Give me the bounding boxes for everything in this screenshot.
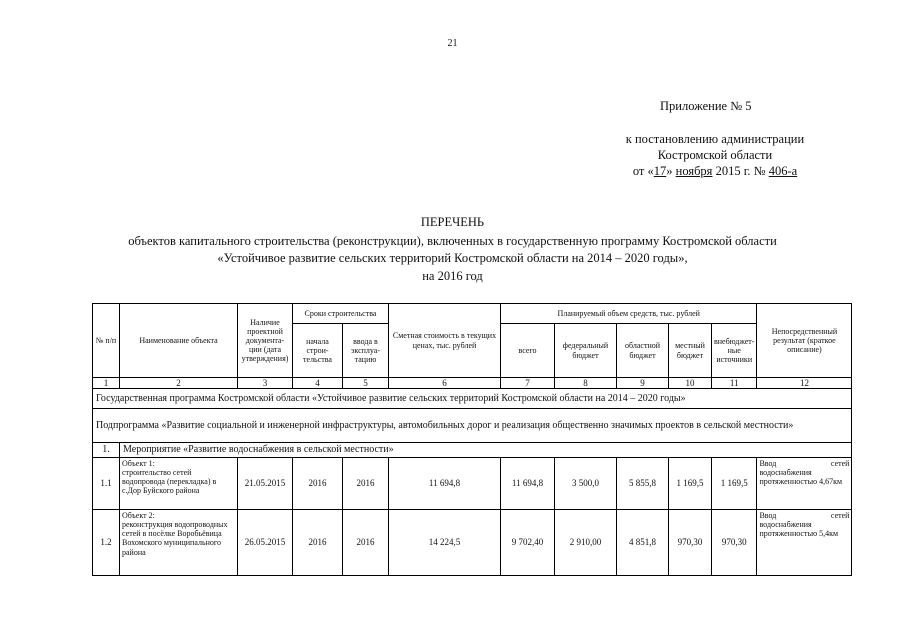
object-name: Объект 1: строительство сетей водопровода (перекладка) в с.Дор Буйского района	[120, 457, 238, 509]
extra-amount: 1 169,5	[712, 457, 757, 509]
result-text: водоснабжения протяженностью 4,67км	[759, 468, 843, 487]
object-name: Объект 2: реконструкция водопроводных сетей в посёлке Воробьёвица Вохомского муниципального района	[120, 509, 238, 575]
table-row	[93, 509, 852, 575]
header-terms: Сроки строительства	[293, 304, 389, 324]
row-num: 1.2	[93, 509, 120, 575]
result-word-b: сетей	[830, 510, 850, 520]
result-text: водоснабжения протяженностью 5,4км	[759, 520, 839, 539]
table-row	[93, 457, 852, 509]
result-cell	[757, 509, 852, 575]
col-number: 12	[757, 378, 852, 389]
federal-amount: 2 910,00	[555, 509, 617, 575]
col-number: 1	[93, 378, 120, 389]
col-number: 6	[389, 378, 501, 389]
total-amount: 9 702,40	[501, 509, 555, 575]
header-result: Непосредственный результат (краткое описание)	[757, 304, 852, 378]
col-number: 11	[712, 378, 757, 389]
header-num: № п/п	[93, 304, 120, 378]
header-regional: областной бюджет	[617, 324, 669, 378]
header-name: Наименование объекта	[120, 304, 238, 378]
row-num: 1.1	[93, 457, 120, 509]
result-word-b: сетей	[830, 458, 850, 468]
estimated-cost: 14 224,5	[389, 509, 501, 575]
commission-year: 2016	[343, 509, 389, 575]
objects-table	[92, 303, 852, 576]
appendix-line-2: Костромской области	[657, 148, 773, 162]
header-federal: федеральный бюджет	[555, 324, 617, 378]
col-number: 4	[293, 378, 343, 389]
regional-amount: 5 855,8	[617, 457, 669, 509]
decree-number: 406-а	[768, 164, 798, 178]
extra-amount: 970,30	[712, 509, 757, 575]
col-number: 7	[501, 378, 555, 389]
header-docs: Наличие проектной документа-ции (дата утверждения)	[238, 304, 293, 378]
col-number: 9	[617, 378, 669, 389]
program-row: Государственная программа Костромской области «Устойчивое развитие сельских территорий Костромской области на 2014 – 2020 годы»	[93, 389, 852, 409]
col-number: 5	[343, 378, 389, 389]
local-amount: 970,30	[669, 509, 712, 575]
result-word-a: Ввод	[759, 458, 777, 468]
header-total: всего	[501, 324, 555, 378]
federal-amount: 3 500,0	[555, 457, 617, 509]
header-commission: ввода в эксплуа-тацию	[343, 324, 389, 378]
measure-row: Мероприятие «Развитие водоснабжения в сельской местности»	[120, 443, 852, 458]
heading-line-1: объектов капитального строительства (реконструкции), включенных в государственную программу Костромской области	[128, 234, 777, 248]
start-year: 2016	[293, 509, 343, 575]
measure-num: 1.	[93, 443, 120, 458]
heading-line-2: «Устойчивое развитие сельских территорий Костромской области на 2014 – 2020 годы»,	[217, 251, 688, 265]
col-number: 2	[120, 378, 238, 389]
col-number: 8	[555, 378, 617, 389]
commission-year: 2016	[343, 457, 389, 509]
header-extra: внебюджет-ные источники	[712, 324, 757, 378]
col-number: 3	[238, 378, 293, 389]
page-number: 21	[447, 38, 458, 49]
header-local: местный бюджет	[669, 324, 712, 378]
appendix-title: Приложение № 5	[660, 99, 752, 113]
date-day: 17	[653, 164, 667, 178]
document-title: ПЕРЕЧЕНЬ	[420, 215, 485, 229]
docs-date: 26.05.2015	[238, 509, 293, 575]
date-mid: »	[666, 164, 676, 178]
subprogram-row: Подпрограмма «Развитие социальной и инженерной инфраструктуры, автомобильных дорог и реализация общественно значимых проектов в сельской местности»	[93, 409, 852, 443]
appendix-date-line	[585, 164, 845, 179]
docs-date: 21.05.2015	[238, 457, 293, 509]
appendix-line-1: к постановлению администрации	[625, 132, 805, 146]
result-cell	[757, 457, 852, 509]
col-number: 10	[669, 378, 712, 389]
date-month: ноября	[675, 164, 713, 178]
result-word-a: Ввод	[759, 510, 777, 520]
heading-line-3: на 2016 год	[422, 269, 483, 283]
start-year: 2016	[293, 457, 343, 509]
regional-amount: 4 851,8	[617, 509, 669, 575]
local-amount: 1 169,5	[669, 457, 712, 509]
estimated-cost: 11 694,8	[389, 457, 501, 509]
header-cost: Сметная стоимость в текущих ценах, тыс. рублей	[389, 304, 501, 378]
header-planned: Планируемый объем средств, тыс. рублей	[501, 304, 757, 324]
total-amount: 11 694,8	[501, 457, 555, 509]
date-year: 2015 г. №	[712, 164, 769, 178]
header-start: начала строи-тельства	[293, 324, 343, 378]
date-prefix: от «	[632, 164, 654, 178]
